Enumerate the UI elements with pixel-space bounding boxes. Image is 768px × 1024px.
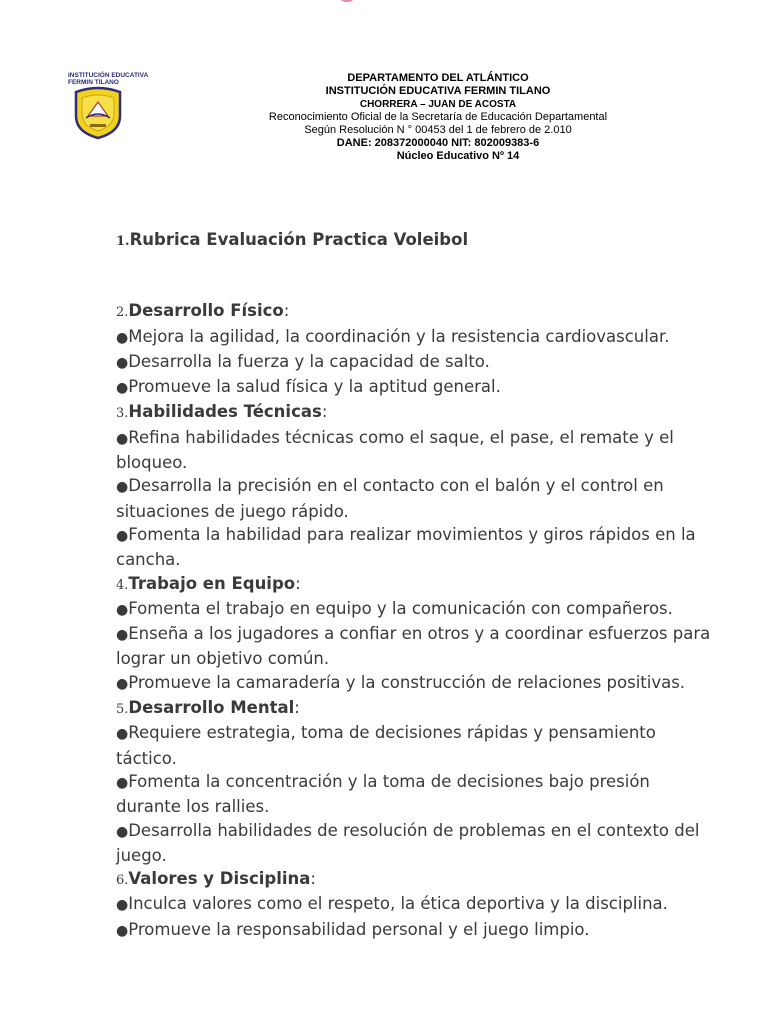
section-colon: : <box>321 402 328 422</box>
bullet-item <box>116 770 716 819</box>
logo-text-line2: FERMIN TILANO <box>68 79 119 86</box>
header-nucleo: Núcleo Educativo Nº 14 <box>396 150 520 162</box>
section-heading <box>116 572 716 597</box>
bullet-item <box>116 325 716 350</box>
bullet-text: Enseña a los jugadores a confiar en otros y a coordinar esfuerzos para lograr un objetivo común. <box>116 624 711 669</box>
header-resolution: Según Resolución N ° 00453 del 1 de febrero de 2.010 <box>304 124 572 136</box>
bullet-icon: ● <box>116 897 129 914</box>
title-text: Rubrica Evaluación Practica Voleibol <box>129 230 469 249</box>
bullet-text: Promueve la responsabilidad personal y el juego limpio. <box>128 919 590 939</box>
section-heading <box>116 400 716 425</box>
bullet-text: Desarrolla la fuerza y la capacidad de salto. <box>128 351 490 371</box>
shield-icon <box>72 86 124 140</box>
section-number: 4. <box>116 577 129 593</box>
bullet-text: Mejora la agilidad, la coordinación y la resistencia cardiovascular. <box>128 326 670 346</box>
bullet-icon: ● <box>116 527 129 544</box>
header-recognition: Reconocimiento Oficial de la Secretaría de Educación Departamental <box>268 111 608 123</box>
section-title: Valores y Disciplina <box>128 869 311 889</box>
bullet-item <box>116 819 716 868</box>
document-title <box>116 228 716 253</box>
logo-text-line1: INSTITUCIÓN EDUCATIVA <box>68 72 149 79</box>
bullet-text: Refina habilidades técnicas como el saque, el pase, el remate y el bloqueo. <box>116 427 674 473</box>
bullet-item <box>116 671 716 696</box>
bullet-item <box>116 918 716 943</box>
section-title: Habilidades Técnicas <box>128 402 322 422</box>
header-location: CHORRERA – JUAN DE ACOSTA <box>359 99 517 110</box>
logo-text <box>68 72 149 86</box>
bullet-item <box>116 474 716 523</box>
bullet-icon: ● <box>116 922 129 939</box>
header-institution: INSTITUCIÓN EDUCATIVA FERMIN TILANO <box>325 85 551 97</box>
school-logo <box>68 72 149 142</box>
bullet-item <box>116 597 716 622</box>
bullet-icon: ● <box>116 354 129 371</box>
section-colon: : <box>310 869 316 889</box>
section-title: Trabajo en Equipo <box>128 573 296 593</box>
bullet-icon: ● <box>116 675 129 692</box>
section-colon: : <box>295 573 301 593</box>
section-heading <box>116 867 716 892</box>
section-number: 6. <box>116 873 129 889</box>
bullet-icon: ● <box>116 479 129 496</box>
spacer <box>116 253 716 299</box>
bullet-text: Desarrolla la precisión en el contacto con el balón y el control en situaciones de juego rápido. <box>116 476 664 521</box>
header-department: DEPARTAMENTO DEL ATLÁNTICO <box>347 72 529 84</box>
bullet-icon: ● <box>116 823 129 840</box>
top-decoration <box>340 0 354 2</box>
bullet-item <box>116 721 716 770</box>
bullet-icon: ● <box>116 774 129 791</box>
section-colon: : <box>294 698 300 718</box>
bullet-icon: ● <box>116 329 129 346</box>
bullet-item <box>116 426 716 475</box>
section-title: Desarrollo Mental <box>128 698 295 718</box>
bullet-text: Requiere estrategia, toma de decisiones rápidas y pensamiento táctico. <box>116 723 656 768</box>
bullet-text: Inculca valores como el respeto, la ética deportiva y la disciplina. <box>128 894 668 914</box>
rubric-sections <box>116 299 716 943</box>
bullet-item <box>116 622 716 671</box>
section-number: 5. <box>116 702 129 718</box>
bullet-text: Fomenta la habilidad para realizar movimientos y giros rápidos en la cancha. <box>116 524 696 570</box>
section-colon: : <box>283 301 290 321</box>
section-heading <box>116 696 716 721</box>
bullet-item <box>116 350 716 375</box>
document-header <box>250 72 626 163</box>
bullet-item <box>116 375 716 400</box>
section-title: Desarrollo Físico <box>128 301 284 321</box>
bullet-text: Fomenta el trabajo en equipo y la comunicación con compañeros. <box>128 598 673 618</box>
title-number: 1. <box>116 234 130 249</box>
document-body <box>116 228 716 943</box>
section-number: 3. <box>116 406 129 422</box>
bullet-icon: ● <box>116 627 129 644</box>
section-number: 2. <box>116 305 129 321</box>
bullet-icon: ● <box>116 380 129 397</box>
header-dane-nit: DANE: 208372000040 NIT: 802009383-6 <box>336 137 540 149</box>
section-heading <box>116 299 716 324</box>
bullet-text: Fomenta la concentración y la toma de decisiones bajo presión durante los rallies. <box>116 771 650 817</box>
bullet-icon: ● <box>116 430 129 447</box>
bullet-text: Desarrolla habilidades de resolución de problemas en el contexto del juego. <box>116 820 700 865</box>
bullet-icon: ● <box>116 601 129 618</box>
bullet-item <box>116 892 716 917</box>
bullet-text: Promueve la camaradería y la construcción de relaciones positivas. <box>128 672 686 692</box>
bullet-item <box>116 523 716 572</box>
bullet-text: Promueve la salud física y la aptitud general. <box>128 377 501 397</box>
bullet-icon: ● <box>116 726 129 743</box>
